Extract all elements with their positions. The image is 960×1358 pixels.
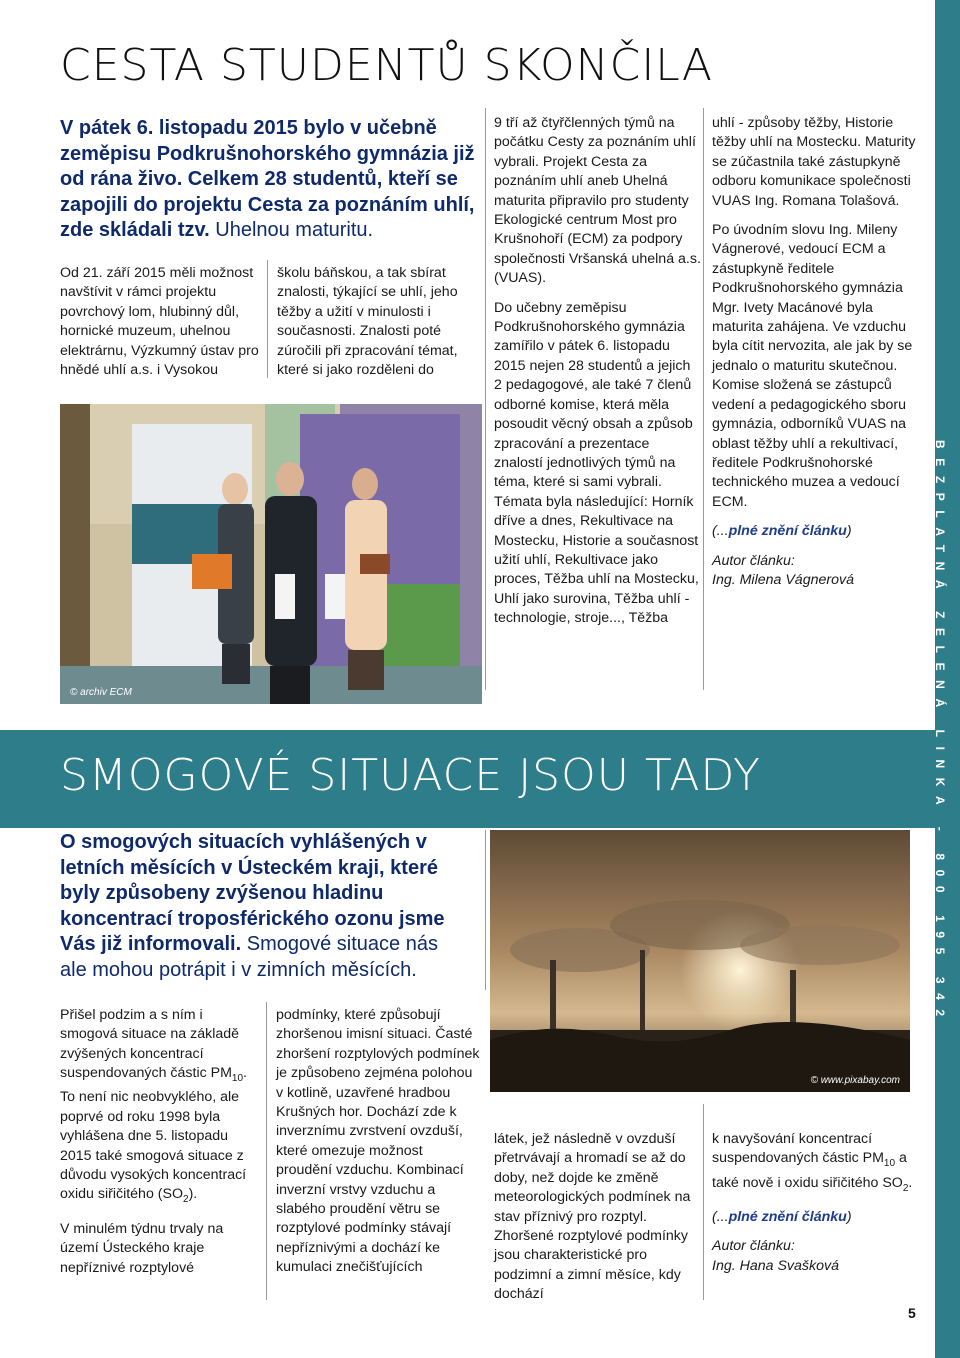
article1-col4-paragraph: Po úvodním slovu Ing. Mileny Vágnerové, vedoucí ECM a zástupkyně ředitele Podkrušnohorského gymnázia Mgr. Ivety Macánové byla maturita zahájena. Ve vzduchu byla cítit nervozita, ale jak by se jednalo o maturitu skutečnou. Komise složená se zástupců vedení a pedagogického sboru gymnázia, odborníků VUAS na oblast těžby uhlí a rekultivací, ředitele Podkrušnohorské technického muzea a vedoucí ECM.	[712, 222, 913, 510]
article1-author-name: Ing. Milena Vágnerová	[712, 571, 854, 588]
article2-col1-paragraph	[60, 1006, 260, 1210]
article2-lead-bold: O smogových situacích vyhlášených v letních měsících v Ústeckém kraji, které byly způsobeny zvýšenou hladinu koncentrací troposférického ozonu jsme Vás již informovali.	[60, 831, 445, 955]
link-open-paren: (...	[712, 1208, 729, 1225]
article1-author-label: Autor článku:	[712, 552, 795, 569]
article2-col2	[276, 1006, 481, 1278]
article2-col2-text: podmínky, které způsobují zhoršenou imisní situaci. Časté zhoršení rozptylových podmínek je způsobeno zejména polohou v kotlině, uzavřené hradbou Krušných hor. Dochází zde k inverznímu zvrstvení ovzduší, které omezuje možnost proudění vzduchu. Kombinací inverzní vrstvy vzduchu a slabého proudění větru se rozptylové podmínky stávají nepříznivými a dochází ke kumulaci znečišťujících	[276, 1007, 480, 1276]
article2-lead	[60, 830, 470, 983]
article2-col1-text: ).	[188, 1186, 198, 1203]
column-divider	[485, 830, 486, 990]
students-photo-image	[60, 404, 482, 704]
article2-author-label: Autor článku:	[712, 1238, 795, 1255]
article1-col3-paragraph: 9 tří až čtyřčlenných týmů na počátku Cesty za poznáním uhlí vybrali. Projekt Cesta za poznáním uhlí aneb Uhelná maturita připravilo pro studenty Ekologické centrum Most pro Krušnohoří (ECM) za podpory společnosti Vršanská uhelná a.s. (VUAS).	[494, 115, 701, 287]
article2-col4-text: a také nově i oxidu siřičitého SO	[712, 1150, 907, 1191]
link-text[interactable]: plné znění článku	[728, 1208, 847, 1225]
article2-col3-text: látek, jež následně v ovzduší přetrvávají a hromadí se až do doby, než dojde ke změně meteorologických podmínek na stav příznivý pro rozptyl. Zhoršené rozptylové podmínky jsou charakteristické pro podzimní a zimní měsíce, kdy dochází	[494, 1131, 691, 1303]
article2-col4-paragraph	[712, 1130, 917, 1198]
article1-col2	[277, 264, 482, 380]
article1-col4-paragraph: uhlí - způsoby těžby, Historie těžby uhlí na Mostecku. Maturity se zúčastnila také zástupkyně odboru komunikace společnosti VUAS Ing. Romana Tolašová.	[712, 115, 916, 209]
link-open-paren: (...	[712, 523, 729, 540]
article1-lead-bold: V pátek 6. listopadu 2015 bylo v učebně zeměpisu Podkrušnohorského gymnázia již od rána živo. Celkem 28 studentů, kteří se zapojili do projektu Cesta za poznáním uhlí, zde skládali tzv.	[60, 117, 475, 241]
article2-title: SMOGOVÉ SITUACE JSOU TADY	[60, 750, 761, 801]
column-divider	[267, 260, 268, 378]
pm-subscript: 10	[231, 1073, 244, 1085]
column-divider	[703, 108, 704, 690]
column-divider	[266, 1002, 267, 1300]
link-close-paren: )	[846, 523, 852, 540]
article2-col3	[494, 1130, 702, 1305]
page-number: 5	[908, 1305, 916, 1321]
smog-photo	[490, 830, 910, 1092]
pm-subscript: 10	[883, 1158, 896, 1170]
column-divider	[485, 108, 486, 690]
article1-col1	[60, 264, 268, 380]
smog-photo-credit: © www.pixabay.com	[810, 1075, 900, 1086]
article2-col4	[712, 1130, 917, 1276]
link-close-paren: )	[846, 1208, 852, 1225]
article1-title: CESTA STUDENTŮ SKONČILA	[60, 40, 713, 91]
article1-col2-text: školu báňskou, a tak sbírat znalosti, týkající se uhlí, jeho těžby a užití v minulosti i současnosti. Znalosti poté zúročili při zpracování témat, které si jako rozděleni do	[277, 265, 458, 379]
article1-lead-thin: Uhelnou maturitu.	[215, 219, 374, 241]
article2-col1-text: Přišel podzim a s ním i smogová situace na základě zvýšených koncentrací suspendovaných částic PM	[60, 1007, 240, 1082]
article1-full-text-link[interactable]	[712, 522, 920, 541]
article2-col4-text: .	[908, 1174, 913, 1191]
article2-author-name: Ing. Hana Svašková	[712, 1257, 839, 1274]
article1-col4	[712, 114, 920, 590]
smog-photo-image	[490, 830, 910, 1092]
so-subscript: 2	[902, 1182, 909, 1194]
article2-lead-thin: Smogové situace nás ale mohou potrápit i v zimních měsících.	[60, 933, 438, 981]
article1-col1-text: Od 21. září 2015 měli možnost navštívit v rámci projektu povrchový lom, hlubinný důl, hornické muzeum, uhelnou elektrárnu, Výzkumný ústav pro hnědé uhlí a.s. i Vysokou	[60, 265, 259, 379]
article2-col4-text: k navyšování koncentrací suspendovaných částic PM	[712, 1131, 884, 1167]
column-divider	[703, 1104, 704, 1300]
link-text[interactable]: plné znění článku	[728, 523, 847, 540]
article2-col1-paragraph: V minulém týdnu trvaly na území Ústeckého kraje nepříznivé rozptylové	[60, 1220, 224, 1276]
article1-col3	[494, 114, 702, 629]
so-subscript: 2	[183, 1194, 189, 1206]
students-photo	[60, 404, 482, 704]
green-line-text: BEZPLATNÁ ZELENÁ LINKA - 800 195 342	[933, 440, 947, 1026]
article2-col1-text: . To není nic neobvyklého, ale poprvé od roku 1998 byla vyhlášena dne 5. listopadu 2015 také smogová situace z důvodu vysokých koncentrací oxidu siřičitého (SO	[60, 1065, 247, 1203]
article2-col1	[60, 1006, 260, 1278]
article1-col3-paragraph: Do učebny zeměpisu Podkrušnohorského gymnázia zamířilo v pátek 6. listopadu 2015 nejen 28 studentů a jejich 2 pedagogové, ale také 7 členů odborné komise, která měla posoudit věcný obsah a způsob zpracování a prezentace znalostí jednotlivých týmů na téma, které si sami vybrali. Témata byla následující: Horník dříve a dnes, Rekultivace na Mostecku, Historie a současnost užití uhlí, Rekultivace jako proces, Těžba uhlí na Mostecku, Uhlí jako surovina, Těžba uhlí - technologie, stroje..., Těžba	[494, 299, 699, 627]
students-photo-credit: © archiv ECM	[70, 687, 132, 698]
article2-full-text-link[interactable]	[712, 1208, 917, 1227]
article1-lead	[60, 116, 480, 244]
